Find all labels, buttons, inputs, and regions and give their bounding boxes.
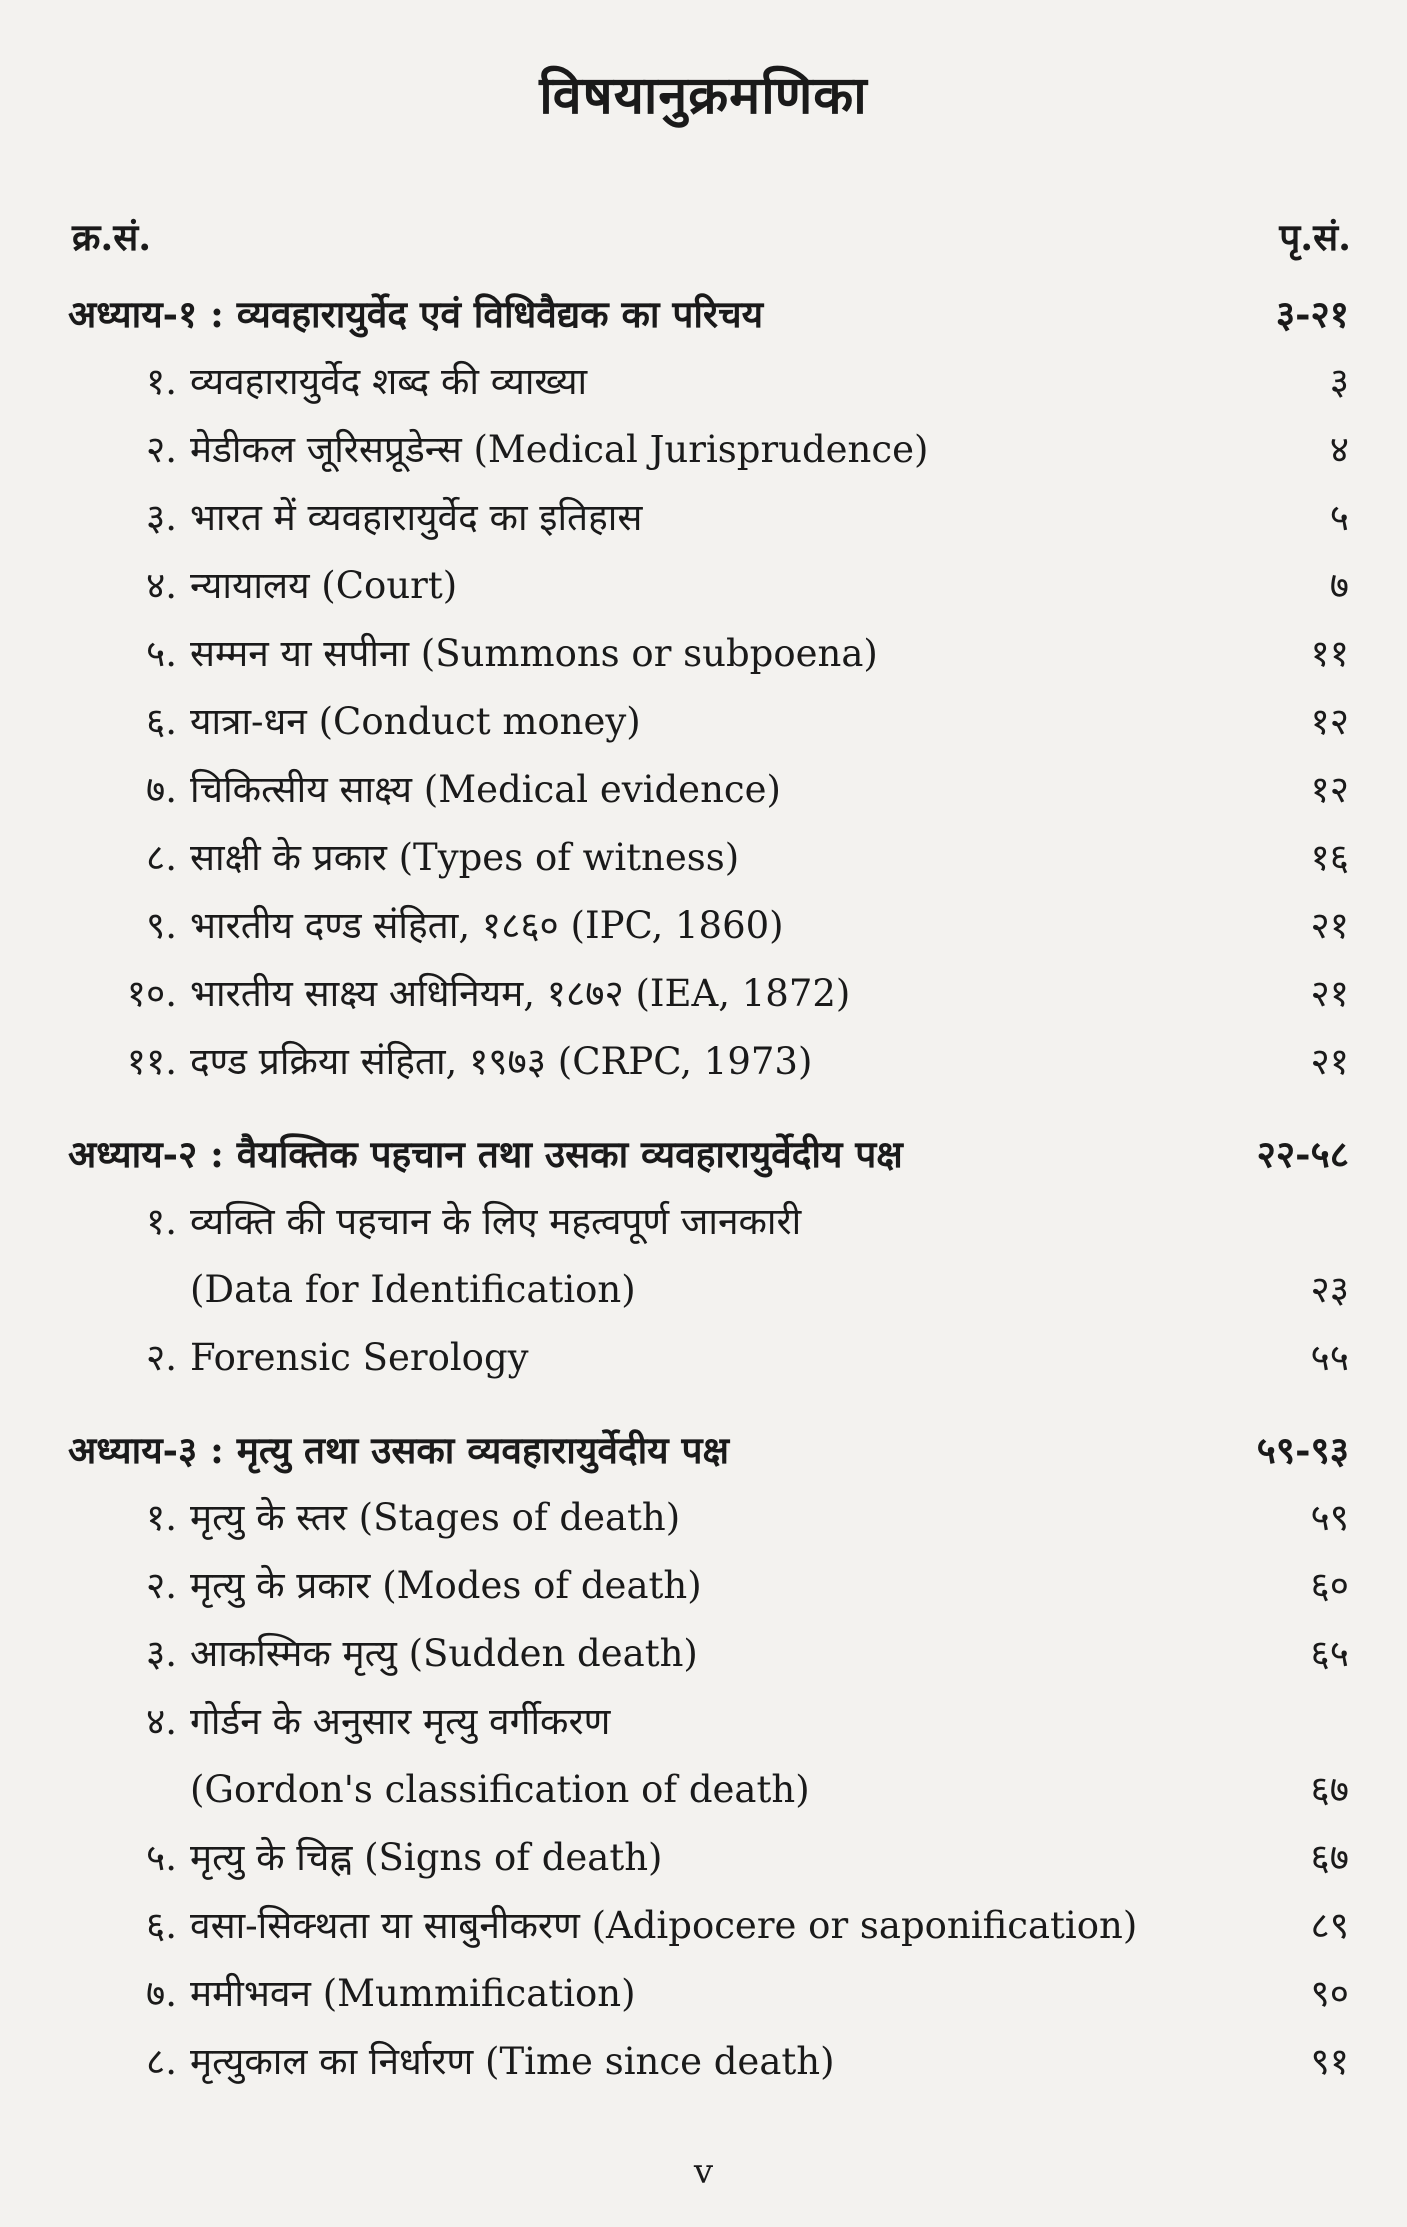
entry-page: २३ — [1310, 1268, 1349, 1311]
toc-entry — [0, 1620, 1407, 1688]
toc-entry — [0, 620, 1407, 688]
entry-page: ७ — [1329, 564, 1349, 607]
entry-page: १२ — [1310, 768, 1349, 811]
chapter-page-range: ३-२१ — [1275, 292, 1349, 336]
entry-title: वसा-सिक्थता या साबुनीकरण (Adipocere or saponification) — [190, 1904, 1138, 1947]
entry-number: ११. — [126, 1040, 177, 1083]
entry-page: ६५ — [1310, 1632, 1349, 1675]
toc-entry — [0, 892, 1407, 960]
entry-title: मृत्यु के प्रकार (Modes of death) — [190, 1564, 702, 1607]
entry-title: भारत में व्यवहारायुर्वेद का इतिहास — [190, 496, 643, 539]
page-title: विषयानुक्रमणिका — [539, 65, 868, 126]
entry-number: ८. — [145, 836, 177, 879]
toc-entry — [0, 756, 1407, 824]
chapter-heading — [0, 1416, 1407, 1484]
toc-entry — [0, 2028, 1407, 2096]
toc-entry — [0, 1552, 1407, 1620]
entry-number: ४. — [145, 1700, 177, 1743]
toc-entry — [0, 484, 1407, 552]
entry-page: ८९ — [1310, 1904, 1349, 1947]
entry-number: ७. — [145, 768, 177, 811]
entry-page: ४ — [1329, 428, 1349, 471]
entry-title: सम्मन या सपीना (Summons or subpoena) — [190, 632, 878, 675]
entry-title: Forensic Serology — [190, 1336, 529, 1379]
toc-entry — [0, 1188, 1407, 1256]
entry-title: साक्षी के प्रकार (Types of witness) — [190, 836, 740, 879]
entry-page: १२ — [1310, 700, 1349, 743]
entry-title: मृत्यु के चिह्न (Signs of death) — [190, 1836, 663, 1879]
entry-title: मृत्यु के स्तर (Stages of death) — [190, 1496, 681, 1539]
entry-page: ५ — [1329, 496, 1349, 539]
toc-entry — [0, 1892, 1407, 1960]
entry-title: व्यवहारायुर्वेद शब्द की व्याख्या — [190, 360, 588, 403]
entry-number: ८. — [145, 2040, 177, 2083]
chapter-heading — [0, 1120, 1407, 1188]
entry-title: भारतीय दण्ड संहिता, १८६० (IPC, 1860) — [190, 904, 784, 947]
entry-page: ३ — [1329, 360, 1349, 403]
entry-title: ममीभवन (Mummification) — [190, 1972, 636, 2015]
toc-entry — [0, 1028, 1407, 1096]
chapter-title: अध्याय-१ : व्यवहारायुर्वेद एवं विधिवैद्यक का परिचय — [68, 292, 764, 336]
entry-page: १६ — [1310, 836, 1349, 879]
entry-title: दण्ड प्रक्रिया संहिता, १९७३ (CRPC, 1973) — [190, 1040, 813, 1083]
page-number: v — [693, 2152, 714, 2192]
entry-number: ५. — [145, 1836, 177, 1879]
toc-entry — [0, 1484, 1407, 1552]
entry-number: २. — [145, 1336, 177, 1379]
toc-list — [0, 280, 1407, 2120]
toc-entry — [0, 1688, 1407, 1756]
toc-entry — [0, 1960, 1407, 2028]
entry-title: मेडीकल जूरिसप्रूडेन्स (Medical Jurisprudence) — [190, 428, 929, 471]
entry-title: भारतीय साक्ष्य अधिनियम, १८७२ (IEA, 1872) — [190, 972, 851, 1015]
entry-page: २१ — [1310, 972, 1349, 1015]
toc-entry — [0, 688, 1407, 756]
entry-page: ६० — [1310, 1564, 1349, 1607]
entry-title: आकस्मिक मृत्यु (Sudden death) — [190, 1632, 698, 1675]
chapter-page-range: ५९-९३ — [1256, 1428, 1349, 1472]
entry-page: ५९ — [1310, 1496, 1349, 1539]
toc-entry — [0, 960, 1407, 1028]
toc-entry-continuation — [0, 1256, 1407, 1324]
entry-page: ६७ — [1310, 1836, 1349, 1879]
page-column-header: पृ.सं. — [1279, 215, 1351, 259]
entry-title: यात्रा-धन (Conduct money) — [190, 700, 641, 743]
entry-page: २१ — [1310, 904, 1349, 947]
entry-number: ९. — [145, 904, 177, 947]
entry-title: चिकित्सीय साक्ष्य (Medical evidence) — [190, 768, 781, 811]
toc-entry — [0, 824, 1407, 892]
chapter-heading — [0, 280, 1407, 348]
entry-number: ६. — [145, 700, 177, 743]
entry-number: १०. — [126, 972, 177, 1015]
entry-number: ३. — [145, 1632, 177, 1675]
entry-number: ३. — [145, 496, 177, 539]
entry-number: २. — [145, 1564, 177, 1607]
chapter-page-range: २२-५८ — [1256, 1132, 1349, 1176]
entry-page: ६७ — [1310, 1768, 1349, 1811]
entry-page: ९१ — [1310, 2040, 1349, 2083]
toc-entry-continuation — [0, 1756, 1407, 1824]
entry-number: १. — [145, 1200, 177, 1243]
chapter-title: अध्याय-३ : मृत्यु तथा उसका व्यवहारायुर्वेदीय पक्ष — [68, 1428, 730, 1472]
entry-number: २. — [145, 428, 177, 471]
entry-title: मृत्युकाल का निर्धारण (Time since death) — [190, 2040, 835, 2083]
entry-number: ४. — [145, 564, 177, 607]
entry-number: ७. — [145, 1972, 177, 2015]
entry-title-english: (Gordon's classification of death) — [190, 1768, 810, 1811]
entry-title: गोर्डन के अनुसार मृत्यु वर्गीकरण — [190, 1700, 611, 1743]
entry-number: १. — [145, 360, 177, 403]
entry-page: ९० — [1310, 1972, 1349, 2015]
toc-entry — [0, 1324, 1407, 1392]
toc-entry — [0, 348, 1407, 416]
entry-page: २१ — [1310, 1040, 1349, 1083]
entry-number: ५. — [145, 632, 177, 675]
entry-page: ११ — [1310, 632, 1349, 675]
entry-title: न्यायालय (Court) — [190, 564, 458, 607]
chapter-title: अध्याय-२ : वैयक्तिक पहचान तथा उसका व्यवहारायुर्वेदीय पक्ष — [68, 1132, 903, 1176]
entry-number: ६. — [145, 1904, 177, 1947]
entry-number: १. — [145, 1496, 177, 1539]
serial-column-header: क्र.सं. — [72, 215, 152, 259]
entry-title-english: (Data for Identification) — [190, 1268, 636, 1311]
entry-page: ५५ — [1310, 1336, 1349, 1379]
toc-entry — [0, 416, 1407, 484]
entry-title: व्यक्ति की पहचान के लिए महत्वपूर्ण जानकारी — [190, 1200, 802, 1243]
toc-entry — [0, 552, 1407, 620]
toc-entry — [0, 1824, 1407, 1892]
